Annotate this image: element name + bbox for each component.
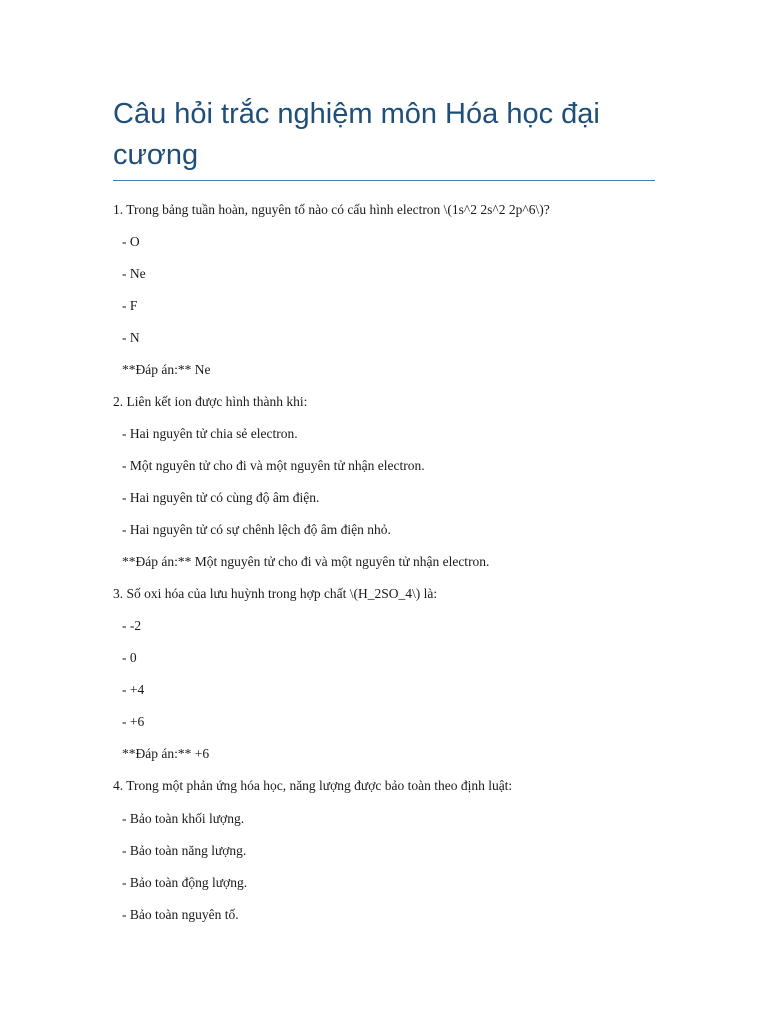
question-1-option-4: - N [122, 330, 140, 345]
question-4-option-3: - Bảo toàn động lượng. [122, 875, 248, 890]
question-4-option-4: - Bảo toàn nguyên tố. [122, 907, 239, 922]
question-2-option-1: - Hai nguyên tử chia sẻ electron. [122, 426, 298, 441]
question-1-option-3: - F [122, 298, 138, 313]
question-4-option-2: - Bảo toàn năng lượng. [122, 843, 247, 858]
question-1-text: 1. Trong bảng tuần hoàn, nguyên tố nào có cấu hình electron \(1s^2 2s^2 2p^6\)? [113, 202, 550, 217]
question-2-text: 2. Liên kết ion được hình thành khi: [113, 394, 308, 409]
question-3-option-2: - 0 [122, 650, 137, 665]
question-2-option-4: - Hai nguyên tử có sự chênh lệch độ âm điện nhỏ. [122, 522, 391, 537]
question-3-option-3: - +4 [122, 682, 145, 697]
question-2-option-2: - Một nguyên tử cho đi và một nguyên tử nhận electron. [122, 458, 425, 473]
question-4-text: 4. Trong một phản ứng hóa học, năng lượng được bảo toàn theo định luật: [113, 778, 513, 793]
question-3-answer: **Đáp án:** +6 [122, 746, 210, 761]
question-1-option-2: - Ne [122, 266, 146, 281]
question-3-option-4: - +6 [122, 714, 145, 729]
question-1-answer: **Đáp án:** Ne [122, 362, 211, 377]
title-underline [113, 180, 655, 181]
question-1-option-1: - O [122, 234, 140, 249]
question-2-answer: **Đáp án:** Một nguyên tử cho đi và một nguyên tử nhận electron. [122, 554, 490, 569]
question-2-option-3: - Hai nguyên tử có cùng độ âm điện. [122, 490, 320, 505]
question-3-option-1: - -2 [122, 618, 142, 633]
question-3-text: 3. Số oxi hóa của lưu huỳnh trong hợp chất \(H_2SO_4\) là: [113, 586, 438, 601]
page-title: Câu hỏi trắc nghiệm môn Hóa học đại cương [113, 98, 600, 171]
question-4-option-1: - Bảo toàn khối lượng. [122, 811, 245, 826]
